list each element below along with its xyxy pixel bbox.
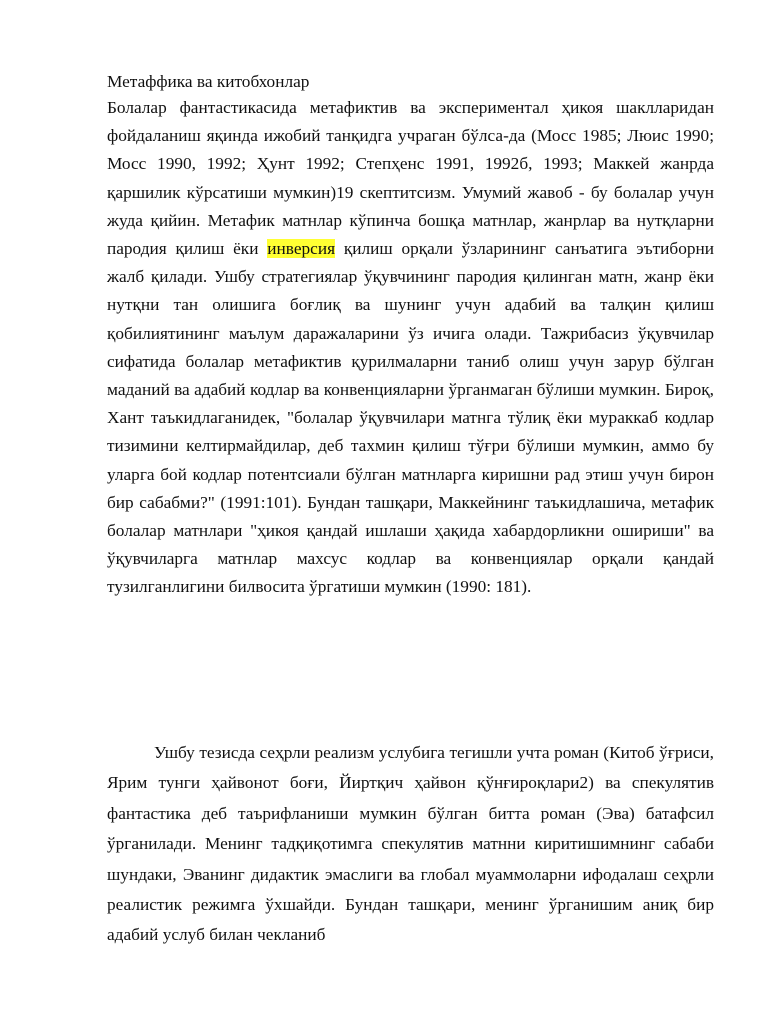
highlighted-word: инверсия	[267, 239, 336, 259]
paragraph-2: Ушбу тезисда сеҳрли реализм услубига тегишли учта роман (Китоб ўғриси, Ярим тунги ҳайвонот боғи, Йиртқич ҳайвон қўнғироқлари2) ва спекулятив фантастика деб таърифланиши мумкин бўлган битта роман (Эва) батафсил ўрганилади. Менинг тадқиқотимга спекулятив матнни киритишимнинг сабаби шундаки, Эванинг дидактик эмаслиги ва глобал муаммоларни ифодалаш сеҳрли реалистик режимга ўхшайди. Бундан ташқари, менинг ўрганишим аниқ бир адабий услуб билан чекланиб	[107, 743, 714, 945]
paragraph-1	[107, 94, 714, 602]
paragraph-1-text-end: қилиш орқали ўзларининг санъатига эътиборни жалб қилади. Ушбу стратегиялар ўқувчининг пародия қилинган матн, жанр ёки нутқни тан олишига боғлиқ ва шунинг учун адабий ва талқин қилиш қобилиятининг маълум даражаларини ўз ичига олади. Тажрибасиз ўқувчилар сифатида болалар метафиктив қурилмаларни таниб олиш учун зарур бўлган маданий ва адабий кодлар ва конвенцияларни ўрганмаган бўлиши мумкин. Бироқ, Хант таъкидлаганидек, "болалар ўқувчилари матнга тўлиқ ёки мураккаб кодлар тизимини келтирмайдилар, деб тахмин қилиш тўғри бўлиши мумкин, аммо бу уларга бой кодлар потентсиали бўлган матнларга киришни рад этиш учун бирон бир сабабми?" (1991:101). Бундан ташқари, Маккейнинг таъкидлашича, метафик болалар матнлари "ҳикоя қандай ишлаши ҳақида хабардорликни ошириши" ва ўқувчиларга матнлар махсус кодлар ва конвенциялар орқали қандай тузилганлигини билвосита ўргатиши мумкин (1990: 181).	[107, 239, 714, 597]
section-heading: Метаффика ва китобхонлар	[107, 72, 310, 91]
paragraph-1-text-start: Болалар фантастикасида метафиктив ва экспериментал ҳикоя шаклларидан фойдаланиш яқинда ижобий танқидга учраган бўлса-да (Мосс 1985; Люис 1990; Мосс 1990, 1992; Ҳунт 1992; Степҳенс 1991, 1992б, 1993; Маккей жанрда қаршилик кўрсатиши мумкин)19 скептитсизм. Умумий жавоб - бу болалар учун жуда қийин. Метафик матнлар кўпинча бошқа матнлар, жанрлар ва нутқларни пародия қилиш ёки	[107, 98, 714, 259]
